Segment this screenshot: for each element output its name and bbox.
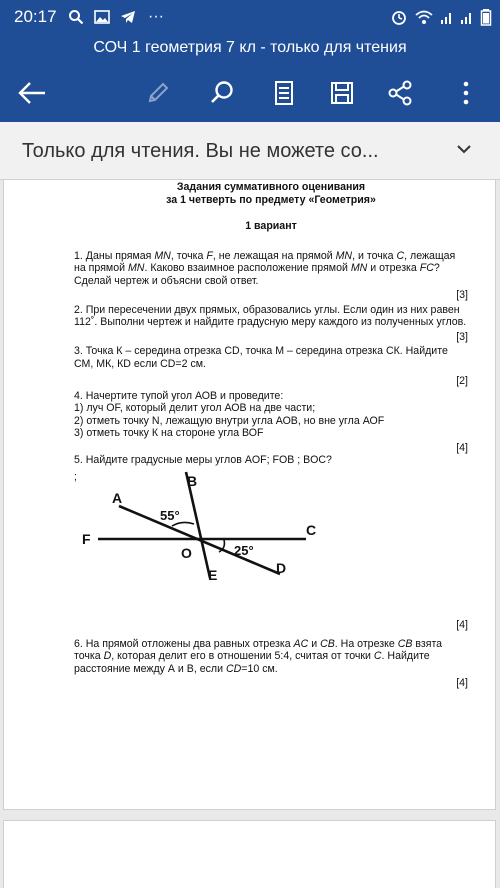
chevron-down-icon[interactable]: [456, 142, 472, 156]
task-3-score: [2]: [456, 375, 468, 387]
status-bar: [0, 0, 500, 34]
task-1-f: F: [206, 249, 213, 262]
task-1-text: ? Сделай чертеж и объясни свой ответ.: [74, 262, 440, 287]
task-1-mn: MN: [127, 262, 145, 274]
alarm-icon: [390, 8, 408, 26]
signal-icon-2: [460, 9, 474, 25]
share-button[interactable]: [384, 77, 416, 109]
task-5-score: [4]: [456, 619, 468, 631]
task-1: [74, 250, 468, 288]
save-button[interactable]: [326, 77, 358, 109]
task-1-mn: MN: [154, 249, 171, 262]
task-6-cb: CB: [320, 637, 335, 650]
label-b: B: [187, 473, 198, 489]
label-c: C: [306, 522, 317, 538]
save-icon: [330, 81, 354, 105]
document-content: [74, 180, 468, 483]
task-2-score: [3]: [456, 330, 468, 343]
task-6-text: =10 см.: [241, 662, 278, 675]
task-6-ac: AC: [293, 637, 309, 650]
geometry-figure: [74, 470, 324, 582]
telegram-status-icon: [120, 10, 136, 24]
image-status-icon: [94, 10, 110, 24]
label-d: D: [276, 560, 287, 576]
task-1-mn: MN: [350, 262, 368, 274]
task-2: 2. При пересечении двух прямых, образовались углы. Если один из них равен 112˚. Выполни чертеж и найдите градусную меру каждого из полученных углов.: [74, 303, 467, 328]
task-6-text: . На отрезке: [334, 637, 398, 650]
task-1-text: и отрезка: [367, 262, 420, 274]
status-system-icons: [390, 8, 492, 26]
task-4-line1: 4. Начертите тупой угол АОВ и проведите:: [74, 389, 284, 402]
label-f: F: [82, 531, 91, 547]
status-more-dots: ···: [148, 8, 164, 25]
battery-icon: [480, 8, 492, 26]
doc-header-line2: за 1 четверть по предмету «Геометрия»: [166, 193, 376, 206]
task-6-text: 6. На прямой отложены два равных отрезка: [74, 637, 294, 650]
back-button[interactable]: [16, 77, 48, 109]
read-only-banner[interactable]: [0, 122, 500, 180]
task-4-line2: 1) луч ОF, который делит угол АОВ на две части;: [74, 402, 316, 414]
task-6-d: D: [103, 650, 112, 662]
document-page: [3, 180, 496, 810]
more-button[interactable]: [450, 77, 482, 109]
task-1-c: C: [396, 249, 405, 262]
task-4-line4: 3) отметь точку К на стороне угла ВОF: [74, 427, 264, 439]
label-a: A: [112, 490, 123, 506]
angle-label-25: 25°: [234, 543, 254, 558]
document-content-lower: [74, 617, 468, 690]
share-icon: [387, 80, 413, 106]
task-1-text: , лежащая на прямой: [74, 249, 456, 274]
task-6-text: , которая делит его в отношении 5:4, считая от точки: [111, 650, 374, 662]
search-icon: [209, 80, 235, 106]
task-4-score: [4]: [456, 441, 468, 454]
status-notification-icons: [68, 8, 164, 26]
task-6-text: взята точка: [74, 637, 443, 662]
task-1-text: , точка: [170, 249, 207, 262]
arrow-left-icon: [17, 81, 47, 105]
search-button[interactable]: [206, 77, 238, 109]
pencil-icon: [146, 81, 170, 105]
doc-header-line1: Задания суммативного оценивания: [176, 181, 366, 193]
task-5-mark: ;: [74, 470, 77, 483]
task-1-text: 1. Даны прямая: [74, 249, 155, 262]
reading-view-icon: [273, 80, 295, 106]
edit-button[interactable]: [142, 77, 174, 109]
signal-icon-1: [440, 9, 454, 25]
wifi-icon: [414, 9, 434, 25]
task-4: [74, 390, 468, 440]
angle-label-55: 55°: [160, 508, 180, 523]
search-status-icon: [68, 9, 84, 25]
document-title: СОЧ 1 геометрия 7 кл - только для чтения: [0, 34, 500, 64]
task-6-score: [4]: [456, 677, 468, 689]
toolbar: [0, 64, 500, 122]
task-3: 3. Точка К – середина отрезка CD, точка М – середина отрезка СК. Найдите СМ, МК, КD если CD=2 см.: [74, 345, 448, 370]
label-e: E: [208, 567, 218, 582]
more-icon: [462, 80, 470, 106]
reading-view-button[interactable]: [268, 77, 300, 109]
label-o: O: [181, 545, 192, 561]
task-1-text: . Каково взаимное расположение прямой: [144, 262, 351, 274]
task-6-text: . Найдите расстояние между А и В, если: [74, 650, 430, 675]
task-1-mn: MN: [335, 249, 353, 262]
task-1-score: [3]: [456, 289, 468, 301]
task-6-c: C: [373, 650, 382, 662]
task-1-text: , не лежащая на прямой: [212, 249, 336, 262]
task-6-cb: CB: [397, 637, 413, 650]
task-1-text: , и точка: [352, 249, 397, 262]
task-6-text: и: [308, 637, 321, 650]
task-4-line3: 2) отметь точку N, лежащую внутри угла АОВ, но вне угла АОF: [74, 414, 385, 427]
document-page-2: [3, 820, 496, 888]
task-1-fc: FC: [419, 262, 434, 274]
read-only-message: Только для чтения. Вы не можете со...: [22, 140, 379, 162]
task-5: 5. Найдите градусные меры углов AOF; FOB ; BOC?: [74, 454, 332, 466]
doc-variant: 1 вариант: [245, 220, 297, 232]
task-6: [74, 638, 468, 676]
status-time: 20:17: [14, 7, 57, 26]
task-6-cd: CD: [225, 662, 242, 675]
